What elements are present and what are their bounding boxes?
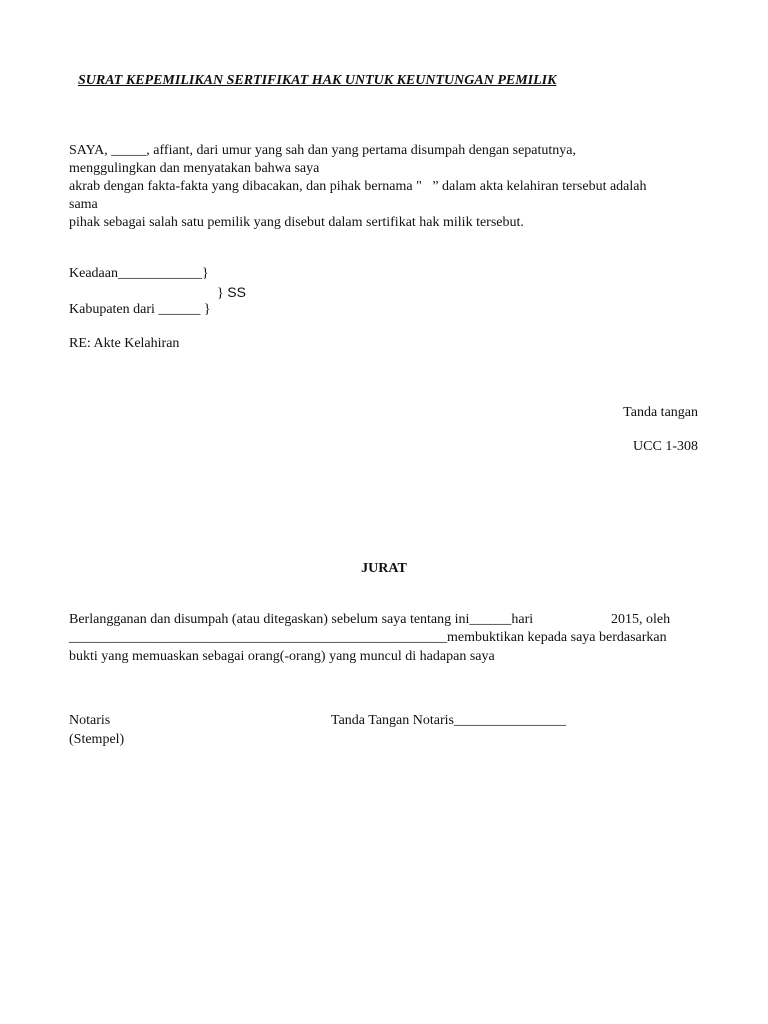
ucc-reference: UCC 1-308 [633,439,698,454]
venue-ss-text: SS [227,284,246,300]
venue-ss-brace-char: } [217,286,228,301]
document-title: SURAT KEPEMILIKAN SERTIFIKAT HAK UNTUK KEUNTUNGAN PEMILIK [78,73,557,88]
notary-signature-line: Tanda Tangan Notaris________________ [331,713,566,728]
affidavit-line-1: SAYA, _____, affiant, dari umur yang sah dan yang pertama disumpah dengan sepatutnya, [69,143,577,158]
jurat-line-1: Berlangganan dan disumpah (atau ditegaskan) sebelum saya tentang ini______hari [69,612,534,627]
jurat-heading: JURAT [361,561,407,576]
jurat-line-3: bukti yang memuaskan sebagai orang(-orang) yang muncul di hadapan saya [69,649,495,664]
jurat-year: 2015, oleh [611,612,671,627]
affidavit-line-5: pihak sebagai salah satu pemilik yang disebut dalam sertifikat hak milik tersebut. [69,215,524,230]
notary-stamp: (Stempel) [69,732,125,747]
affidavit-line-2: menggulingkan dan menyatakan bahwa saya [69,161,320,176]
re-line: RE: Akte Kelahiran [69,336,180,351]
notary-label: Notaris [69,713,111,728]
venue-county-line: Kabupaten dari ______ } [69,302,211,317]
affidavit-line-4: sama [69,197,98,212]
jurat-line-2: ______________________________________________________membuktikan kepada saya berdasarkan [69,630,667,645]
venue-ss-brace [217,283,246,303]
affidavit-line-3: akrab dengan fakta-fakta yang dibacakan, dan pihak bernama " ” dalam akta kelahiran tersebut adalah [69,179,647,194]
signature-label: Tanda tangan [623,405,698,420]
venue-state-line: Keadaan____________} [69,266,209,281]
